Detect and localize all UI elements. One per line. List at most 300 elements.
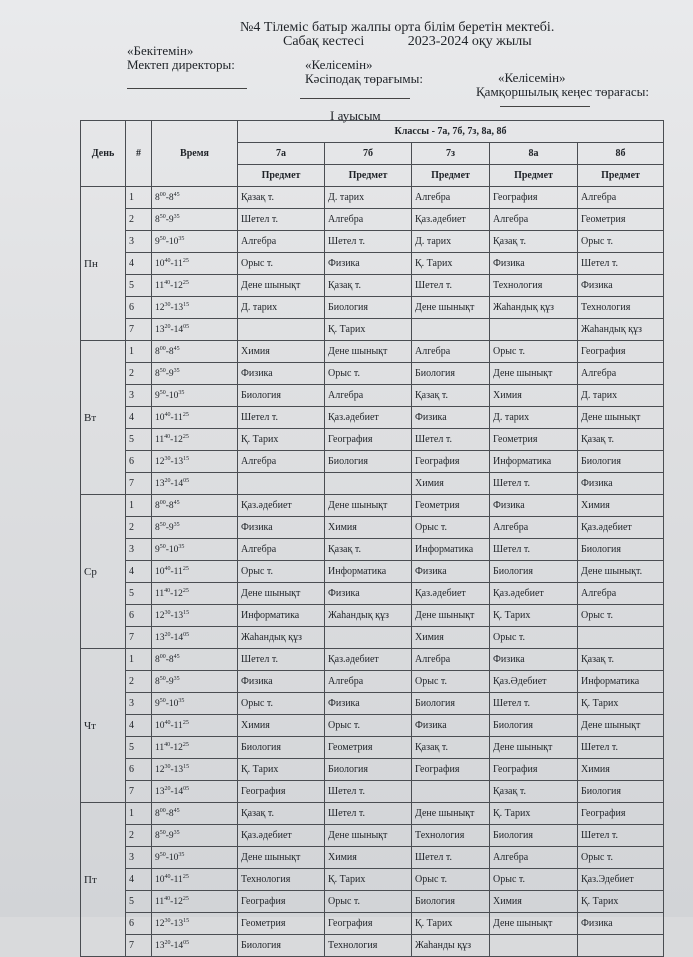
- subject-cell: [490, 319, 578, 341]
- subject-cell: Шетел т.: [490, 539, 578, 561]
- lesson-number: 2: [126, 209, 152, 231]
- lesson-number: 7: [126, 473, 152, 495]
- subject-cell: Қ. Тарих: [490, 803, 578, 825]
- subject-cell: [490, 935, 578, 957]
- subject-cell: Дене шынықт: [578, 407, 664, 429]
- subject-cell: География: [238, 891, 325, 913]
- subject-header: Предмет: [412, 165, 490, 187]
- lesson-time: $8^{50}-9^{35}$: [152, 825, 238, 847]
- table-row: [81, 605, 664, 627]
- table-row: [81, 891, 664, 913]
- subject-cell: Физика: [578, 275, 664, 297]
- table-row: [81, 561, 664, 583]
- table-row: [81, 583, 664, 605]
- subject-cell: Геометрия: [578, 209, 664, 231]
- subject-cell: Қ. Тарих: [238, 759, 325, 781]
- subject-cell: Жаһандық құз: [325, 605, 412, 627]
- approval-status: «Бекітемін»: [127, 43, 194, 58]
- subject-cell: Биология: [412, 891, 490, 913]
- director-approval: [127, 44, 235, 72]
- subject-cell: Шетел т.: [412, 275, 490, 297]
- table-row: [81, 231, 664, 253]
- subject-cell: Орыс т.: [325, 715, 412, 737]
- subject-cell: Физика: [325, 253, 412, 275]
- lesson-number: 6: [126, 913, 152, 935]
- subject-cell: Физика: [490, 253, 578, 275]
- union-signature-line: [300, 88, 410, 99]
- col-day-header: День: [81, 121, 126, 187]
- lesson-time: $13^{20}-14^{05}$: [152, 319, 238, 341]
- subject-cell: Алгебра: [578, 363, 664, 385]
- subject-cell: Биология: [238, 385, 325, 407]
- lesson-number: 2: [126, 517, 152, 539]
- lesson-number: 7: [126, 319, 152, 341]
- subject-cell: Орыс т.: [578, 231, 664, 253]
- subject-cell: География: [490, 187, 578, 209]
- subject-cell: Орыс т.: [238, 253, 325, 275]
- table-row: [81, 341, 664, 363]
- lesson-time: $8^{50}-9^{35}$: [152, 671, 238, 693]
- subject-cell: Дене шынықт: [325, 825, 412, 847]
- subject-header: Предмет: [578, 165, 664, 187]
- subject-cell: Орыс т.: [412, 517, 490, 539]
- subject-cell: Физика: [325, 693, 412, 715]
- subject-cell: Алгебра: [238, 451, 325, 473]
- subject-cell: Биология: [578, 539, 664, 561]
- subject-cell: Қазақ т.: [490, 781, 578, 803]
- lesson-time: $8^{50}-9^{35}$: [152, 209, 238, 231]
- subject-cell: Орыс т.: [412, 671, 490, 693]
- subject-header: Предмет: [490, 165, 578, 187]
- lesson-time: $11^{40}-12^{25}$: [152, 737, 238, 759]
- lesson-time: $9^{50}-10^{35}$: [152, 847, 238, 869]
- table-row: [81, 407, 664, 429]
- subject-cell: Алгебра: [578, 583, 664, 605]
- subject-cell: Физика: [325, 583, 412, 605]
- lesson-time: $9^{50}-10^{35}$: [152, 385, 238, 407]
- subject-cell: [578, 935, 664, 957]
- lesson-time: $13^{20}-14^{05}$: [152, 473, 238, 495]
- subject-cell: Геометрия: [325, 737, 412, 759]
- subject-cell: Орыс т.: [490, 869, 578, 891]
- subject-cell: Дене шынықт: [325, 495, 412, 517]
- school-year: 2023-2024 оқу жылы: [407, 34, 532, 49]
- lesson-number: 1: [126, 649, 152, 671]
- lesson-number: 1: [126, 187, 152, 209]
- shift-label: I ауысым: [330, 108, 381, 123]
- subject-cell: Алгебра: [490, 847, 578, 869]
- subject-cell: [238, 473, 325, 495]
- approval-role: Кәсіподақ төрағымы:: [305, 71, 423, 86]
- subject-cell: Биология: [325, 451, 412, 473]
- subject-cell: Технология: [325, 935, 412, 957]
- lesson-number: 5: [126, 429, 152, 451]
- subject-cell: Шетел т.: [578, 737, 664, 759]
- subject-cell: Қ. Тарих: [578, 891, 664, 913]
- subject-cell: Қаз.әдебиет: [490, 583, 578, 605]
- lesson-number: 7: [126, 627, 152, 649]
- table-row: [81, 847, 664, 869]
- lesson-number: 2: [126, 825, 152, 847]
- subject-cell: Д. тарих: [325, 187, 412, 209]
- subject-cell: Орыс т.: [238, 693, 325, 715]
- subject-cell: Қазақ т.: [238, 803, 325, 825]
- subject-cell: География: [578, 803, 664, 825]
- table-row: [81, 803, 664, 825]
- lesson-time: $9^{50}-10^{35}$: [152, 539, 238, 561]
- lesson-time: $12^{30}-13^{15}$: [152, 297, 238, 319]
- lesson-time: $12^{30}-13^{15}$: [152, 605, 238, 627]
- subject-cell: Қаз.әдебиет: [238, 495, 325, 517]
- approval-status: «Келісемін»: [498, 70, 566, 85]
- subject-cell: Химия: [578, 759, 664, 781]
- table-row: [81, 429, 664, 451]
- lesson-time: $9^{50}-10^{35}$: [152, 231, 238, 253]
- approval-role: Қамқоршылық кеңес төрағасы:: [476, 84, 650, 99]
- subject-header: Предмет: [238, 165, 325, 187]
- col-num-header: #: [126, 121, 152, 187]
- table-row: [81, 737, 664, 759]
- lesson-time: $13^{20}-14^{05}$: [152, 935, 238, 957]
- board-signature-line: [500, 96, 590, 107]
- table-row: [81, 473, 664, 495]
- subject-cell: Жаһандық құз: [578, 319, 664, 341]
- table-row: [81, 253, 664, 275]
- subject-cell: Дене шынықт.: [578, 561, 664, 583]
- subject-header: Предмет: [325, 165, 412, 187]
- lesson-time: $11^{40}-12^{25}$: [152, 275, 238, 297]
- table-row: [81, 869, 664, 891]
- table-row: [81, 517, 664, 539]
- subject-cell: Шетел т.: [578, 825, 664, 847]
- day-cell: Ср: [81, 495, 126, 649]
- subject-cell: [412, 781, 490, 803]
- lesson-time: $8^{00}-8^{45}$: [152, 495, 238, 517]
- subject-cell: [325, 627, 412, 649]
- union-approval: [305, 58, 423, 86]
- subject-cell: Алгебра: [238, 231, 325, 253]
- subject-cell: Биология: [325, 297, 412, 319]
- subject-cell: Дене шынықт: [490, 737, 578, 759]
- day-cell: Вт: [81, 341, 126, 495]
- lesson-number: 5: [126, 583, 152, 605]
- class-header: 8а: [490, 143, 578, 165]
- board-approval: [476, 70, 650, 99]
- subject-cell: Қаз.әдебиет: [412, 583, 490, 605]
- table-row: [81, 759, 664, 781]
- subject-cell: Геометрия: [412, 495, 490, 517]
- subject-cell: Алгебра: [412, 341, 490, 363]
- lesson-time: $8^{00}-8^{45}$: [152, 187, 238, 209]
- subject-cell: Дене шынықт: [412, 297, 490, 319]
- subject-cell: Қазақ т.: [578, 649, 664, 671]
- table-row: [81, 385, 664, 407]
- subject-cell: Шетел т.: [238, 407, 325, 429]
- subject-cell: Алгебра: [412, 649, 490, 671]
- subject-cell: Физика: [490, 649, 578, 671]
- subject-cell: Физика: [412, 561, 490, 583]
- lesson-time: $8^{50}-9^{35}$: [152, 517, 238, 539]
- subject-cell: Геометрия: [490, 429, 578, 451]
- subject-cell: Шетел т.: [490, 693, 578, 715]
- subject-cell: [238, 319, 325, 341]
- table-row: [81, 913, 664, 935]
- table-row: [81, 275, 664, 297]
- lesson-time: $10^{40}-11^{25}$: [152, 561, 238, 583]
- subject-cell: Дене шынықт: [238, 847, 325, 869]
- subject-cell: Физика: [238, 671, 325, 693]
- table-row: [81, 495, 664, 517]
- lesson-number: 2: [126, 671, 152, 693]
- school-name: №4 Тілеміс батыр жалпы орта білім беретін мектебі.: [240, 20, 555, 35]
- subject-cell: География: [325, 429, 412, 451]
- subject-cell: Информатика: [578, 671, 664, 693]
- lesson-number: 4: [126, 715, 152, 737]
- subject-cell: Физика: [412, 407, 490, 429]
- subject-cell: Физика: [578, 473, 664, 495]
- subject-cell: Информатика: [412, 539, 490, 561]
- lesson-number: 6: [126, 605, 152, 627]
- table-row: [81, 715, 664, 737]
- class-header: 7б: [325, 143, 412, 165]
- subject-cell: Физика: [238, 517, 325, 539]
- lesson-number: 2: [126, 363, 152, 385]
- subject-cell: Жаһандық құз: [490, 297, 578, 319]
- day-cell: Пн: [81, 187, 126, 341]
- subject-cell: Жаһандық құз: [238, 627, 325, 649]
- lesson-time: $8^{50}-9^{35}$: [152, 363, 238, 385]
- lesson-number: 5: [126, 737, 152, 759]
- lesson-time: $13^{20}-14^{05}$: [152, 627, 238, 649]
- lesson-time: $10^{40}-11^{25}$: [152, 869, 238, 891]
- subject-cell: Қаз.әдебиет: [325, 649, 412, 671]
- lesson-time: $11^{40}-12^{25}$: [152, 429, 238, 451]
- lesson-time: $12^{30}-13^{15}$: [152, 759, 238, 781]
- lesson-time: $11^{40}-12^{25}$: [152, 583, 238, 605]
- lesson-number: 3: [126, 847, 152, 869]
- subject-cell: Алгебра: [325, 209, 412, 231]
- table-row: [81, 627, 664, 649]
- subject-cell: Қазақ т.: [490, 231, 578, 253]
- subject-cell: Орыс т.: [325, 363, 412, 385]
- table-row: [81, 825, 664, 847]
- lesson-time: $10^{40}-11^{25}$: [152, 407, 238, 429]
- subject-cell: Дене шынықт: [490, 363, 578, 385]
- schedule-title-line: [283, 34, 532, 50]
- subject-cell: Химия: [238, 341, 325, 363]
- subject-cell: Қ. Тарих: [325, 869, 412, 891]
- subject-cell: География: [578, 341, 664, 363]
- subject-cell: Биология: [238, 737, 325, 759]
- subject-cell: Технология: [578, 297, 664, 319]
- subject-cell: Биология: [238, 935, 325, 957]
- lesson-number: 3: [126, 231, 152, 253]
- subject-cell: Физика: [238, 363, 325, 385]
- lesson-number: 5: [126, 891, 152, 913]
- subject-cell: Қаз.әдебиет: [412, 209, 490, 231]
- subject-cell: Информатика: [325, 561, 412, 583]
- table-row: [81, 539, 664, 561]
- lesson-number: 6: [126, 759, 152, 781]
- schedule-title: Сабақ кестесі: [283, 34, 365, 49]
- lesson-number: 1: [126, 495, 152, 517]
- subject-cell: Шетел т.: [238, 649, 325, 671]
- lesson-number: 7: [126, 935, 152, 957]
- subject-cell: Химия: [238, 715, 325, 737]
- subject-cell: Шетел т.: [412, 847, 490, 869]
- subject-cell: Қазақ т.: [325, 539, 412, 561]
- subject-cell: Дене шынықт: [238, 583, 325, 605]
- subject-cell: Шетел т.: [325, 231, 412, 253]
- subject-cell: Алгебра: [412, 187, 490, 209]
- subject-cell: Алгебра: [325, 671, 412, 693]
- table-row: [81, 671, 664, 693]
- subject-cell: Биология: [412, 363, 490, 385]
- approval-role: Мектеп директоры:: [127, 57, 235, 72]
- subject-cell: Физика: [578, 913, 664, 935]
- subject-cell: Қаз.әдебиет: [325, 407, 412, 429]
- lesson-time: $8^{00}-8^{45}$: [152, 649, 238, 671]
- subject-cell: Химия: [325, 847, 412, 869]
- subject-cell: Қазақ т.: [578, 429, 664, 451]
- table-row: [81, 693, 664, 715]
- lesson-number: 6: [126, 297, 152, 319]
- subject-cell: Физика: [490, 495, 578, 517]
- subject-cell: Информатика: [238, 605, 325, 627]
- subject-cell: Д. тарих: [490, 407, 578, 429]
- subject-cell: Д. тарих: [238, 297, 325, 319]
- subject-cell: Информатика: [490, 451, 578, 473]
- lesson-number: 3: [126, 539, 152, 561]
- subject-cell: География: [325, 913, 412, 935]
- subject-cell: Қазақ т.: [412, 385, 490, 407]
- subject-cell: Дене шынықт: [325, 341, 412, 363]
- subject-cell: Геометрия: [238, 913, 325, 935]
- day-cell: Пт: [81, 803, 126, 957]
- subject-cell: География: [238, 781, 325, 803]
- subject-cell: Орыс т.: [412, 869, 490, 891]
- table-row: [81, 209, 664, 231]
- lesson-number: 3: [126, 693, 152, 715]
- subject-cell: География: [412, 451, 490, 473]
- subject-cell: Биология: [490, 715, 578, 737]
- lesson-number: 5: [126, 275, 152, 297]
- subject-cell: Химия: [578, 495, 664, 517]
- subject-cell: Технология: [490, 275, 578, 297]
- subject-cell: Дене шынықт: [412, 605, 490, 627]
- approval-status: «Келісемін»: [305, 57, 373, 72]
- subject-cell: Алгебра: [490, 209, 578, 231]
- subject-cell: Биология: [578, 781, 664, 803]
- subject-cell: Шетел т.: [325, 781, 412, 803]
- subject-cell: Химия: [412, 473, 490, 495]
- subject-cell: Орыс т.: [238, 561, 325, 583]
- subject-cell: Қазақ т.: [325, 275, 412, 297]
- subject-cell: Шетел т.: [325, 803, 412, 825]
- subject-cell: Қ. Тарих: [412, 253, 490, 275]
- subject-cell: Шетел т.: [412, 429, 490, 451]
- subject-cell: Қаз.Эдебиет: [578, 869, 664, 891]
- lesson-number: 6: [126, 451, 152, 473]
- subject-cell: Д. тарих: [578, 385, 664, 407]
- classes-label: Классы - 7а, 7б, 7з, 8а, 8б: [238, 121, 664, 143]
- subject-cell: География: [490, 759, 578, 781]
- subject-cell: Биология: [578, 451, 664, 473]
- lesson-time: $11^{40}-12^{25}$: [152, 891, 238, 913]
- lesson-number: 1: [126, 803, 152, 825]
- subject-cell: Биология: [412, 693, 490, 715]
- lesson-time: $10^{40}-11^{25}$: [152, 715, 238, 737]
- lesson-time: $12^{30}-13^{15}$: [152, 913, 238, 935]
- lesson-number: 1: [126, 341, 152, 363]
- subject-cell: Д. тарих: [412, 231, 490, 253]
- class-header: 7з: [412, 143, 490, 165]
- subject-cell: Алгебра: [325, 385, 412, 407]
- subject-cell: Қ. Тарих: [412, 913, 490, 935]
- lesson-number: 7: [126, 781, 152, 803]
- subject-cell: Жаһанды құз: [412, 935, 490, 957]
- table-row: [81, 297, 664, 319]
- lesson-time: $13^{20}-14^{05}$: [152, 781, 238, 803]
- document-header: [0, 0, 693, 123]
- subject-cell: География: [412, 759, 490, 781]
- subject-cell: Орыс т.: [578, 847, 664, 869]
- subject-cell: [578, 627, 664, 649]
- subject-cell: Дене шынықт: [578, 715, 664, 737]
- subject-cell: Алгебра: [238, 539, 325, 561]
- subject-cell: Қаз.Әдебиет: [490, 671, 578, 693]
- table-row: [81, 363, 664, 385]
- subject-cell: Орыс т.: [490, 341, 578, 363]
- col-time-header: Время: [152, 121, 238, 187]
- subject-cell: [325, 473, 412, 495]
- subject-cell: Биология: [325, 759, 412, 781]
- subject-cell: Биология: [490, 561, 578, 583]
- subject-cell: Қазақ т.: [412, 737, 490, 759]
- subject-cell: Технология: [412, 825, 490, 847]
- lesson-number: 4: [126, 253, 152, 275]
- timetable: [80, 120, 664, 957]
- subject-cell: Алгебра: [578, 187, 664, 209]
- subject-cell: Орыс т.: [578, 605, 664, 627]
- lesson-number: 4: [126, 407, 152, 429]
- director-signature-line: [127, 78, 247, 89]
- table-row: [81, 781, 664, 803]
- table-row: [81, 451, 664, 473]
- subject-cell: Шетел т.: [490, 473, 578, 495]
- subject-cell: Алгебра: [490, 517, 578, 539]
- subject-cell: Физика: [412, 715, 490, 737]
- subject-cell: Орыс т.: [325, 891, 412, 913]
- subject-cell: [412, 319, 490, 341]
- class-header: 8б: [578, 143, 664, 165]
- subject-cell: Орыс т.: [490, 627, 578, 649]
- subject-cell: Технология: [238, 869, 325, 891]
- subject-cell: Шетел т.: [578, 253, 664, 275]
- subject-cell: Қ. Тарих: [325, 319, 412, 341]
- table-row: [81, 649, 664, 671]
- subject-cell: Биология: [490, 825, 578, 847]
- subject-cell: Дене шынықт: [238, 275, 325, 297]
- lesson-time: $12^{30}-13^{15}$: [152, 451, 238, 473]
- lesson-time: $8^{00}-8^{45}$: [152, 341, 238, 363]
- lesson-time: $10^{40}-11^{25}$: [152, 253, 238, 275]
- lesson-number: 3: [126, 385, 152, 407]
- subject-cell: Химия: [490, 891, 578, 913]
- subject-cell: Химия: [412, 627, 490, 649]
- lesson-time: $8^{00}-8^{45}$: [152, 803, 238, 825]
- subject-cell: Қ. Тарих: [578, 693, 664, 715]
